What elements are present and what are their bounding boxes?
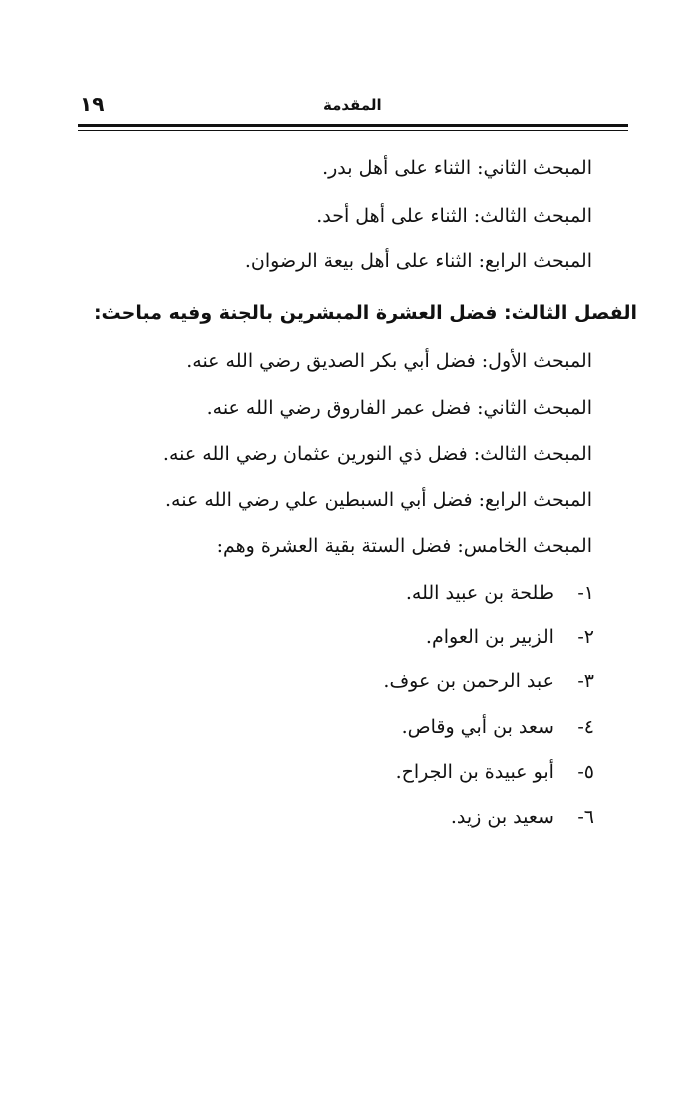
list-text: طلحة بن عبيد الله. xyxy=(405,582,554,604)
list-text: سعيد بن زيد. xyxy=(450,806,554,828)
section-line: المبحث الثاني: الثناء على أهل بدر. xyxy=(322,157,592,179)
list-item xyxy=(402,712,594,742)
list-number: ١- xyxy=(577,582,594,604)
list-item xyxy=(426,622,594,652)
list-item xyxy=(396,757,594,787)
section-line: المبحث الثالث: الثناء على أهل أحد. xyxy=(316,205,592,227)
page-header xyxy=(78,90,628,120)
list-text: الزبير بن العوام. xyxy=(425,626,554,648)
list-number: ٢- xyxy=(577,626,594,648)
list-item xyxy=(406,578,594,608)
list-number: ٥- xyxy=(577,761,594,783)
list-number: ٤- xyxy=(577,716,594,738)
list-number: ٦- xyxy=(577,806,594,828)
list-number: ٣- xyxy=(577,670,594,692)
list-item xyxy=(383,666,594,696)
page-number: ١٩ xyxy=(80,92,105,116)
header-rule-thin xyxy=(78,130,628,131)
header-rule-thick xyxy=(78,124,628,127)
section-line: المبحث الخامس: فضل الستة بقية العشرة وهم: xyxy=(216,535,592,557)
running-title: المقدمة xyxy=(323,96,382,114)
list-text: عبد الرحمن بن عوف. xyxy=(383,670,554,692)
section-line: المبحث الأول: فضل أبي بكر الصديق رضي الله عنه. xyxy=(186,350,592,372)
section-line: المبحث الثالث: فضل ذي النورين عثمان رضي الله عنه. xyxy=(162,443,592,465)
section-line: المبحث الثاني: فضل عمر الفاروق رضي الله عنه. xyxy=(206,397,592,419)
section-line: المبحث الرابع: فضل أبي السبطين علي رضي الله عنه. xyxy=(165,489,592,511)
list-text: سعد بن أبي وقاص. xyxy=(401,716,554,738)
list-text: أبو عبيدة بن الجراح. xyxy=(395,761,554,783)
chapter-heading: الفصل الثالث: فضل العشرة المبشرين بالجنة وفيه مباحث: xyxy=(93,302,637,324)
section-line: المبحث الرابع: الثناء على أهل بيعة الرضوان. xyxy=(244,250,592,272)
list-item xyxy=(451,802,594,832)
